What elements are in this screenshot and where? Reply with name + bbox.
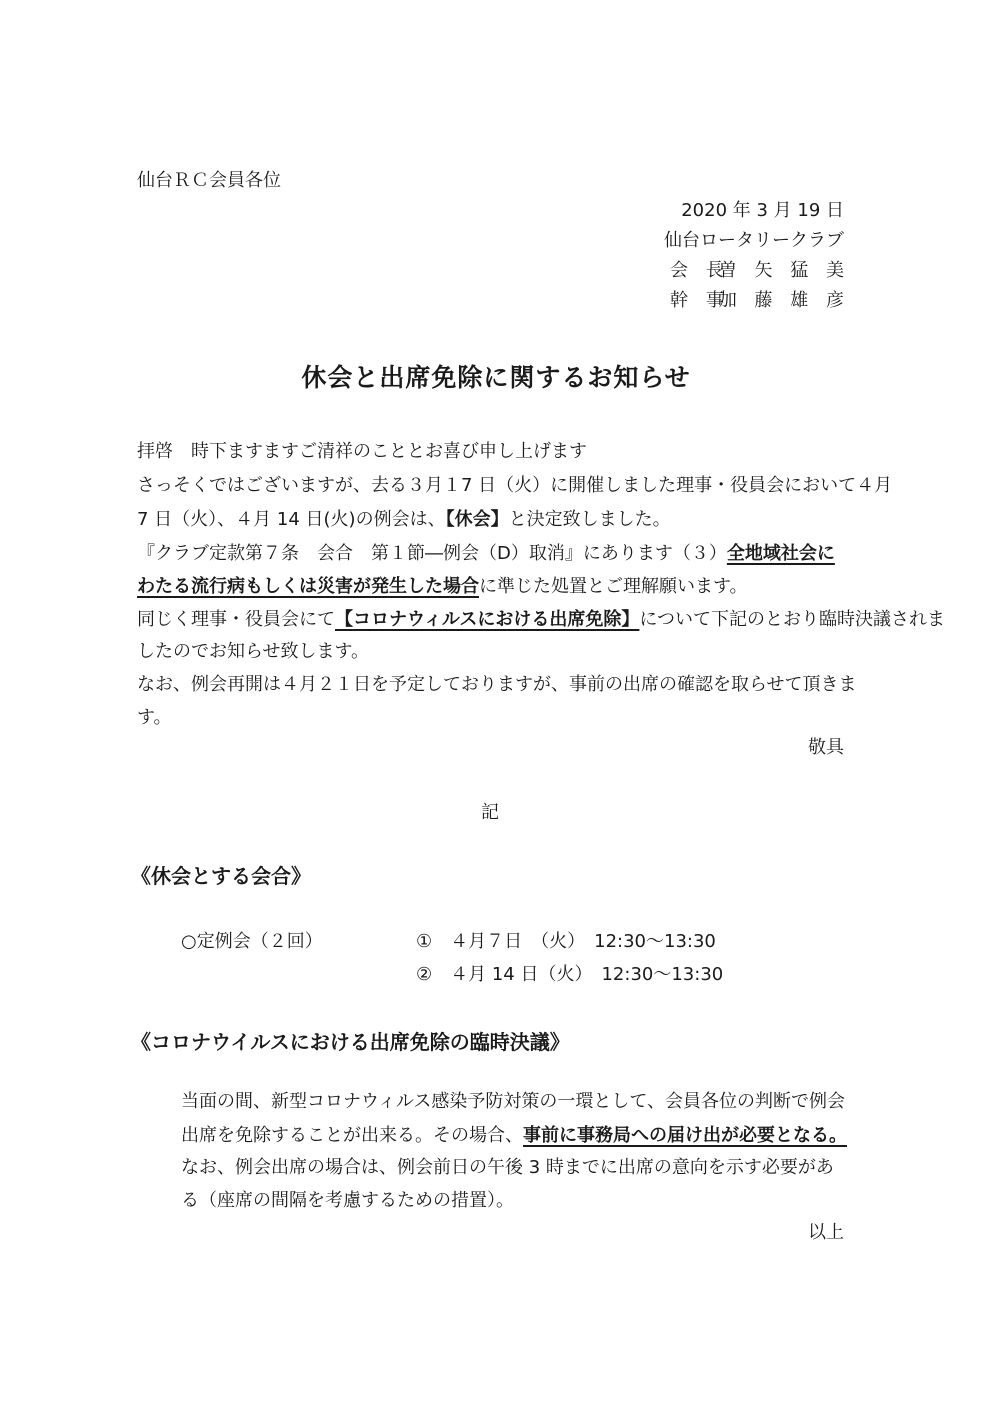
p2-text-bold-2: わたる流行病もしくは災害が発生した場合: [137, 576, 479, 597]
p1-text-c: と決定致しました。: [508, 509, 671, 530]
section-2-line-4: る（座席の間隔を考慮するための措置）。: [181, 1190, 514, 1211]
president-role: 会 長: [670, 260, 730, 281]
body-paragraph-4-line-2: す。: [137, 707, 172, 728]
regular-meeting-label: ○定例会（２回）: [181, 931, 323, 952]
body-paragraph-4-line-1: なお、例会再開は４月２１日を予定しておりますが、事前の出席の確認を取らせて頂きま: [137, 674, 857, 695]
president-name: 曽 矢 猛 美: [718, 260, 850, 281]
body-paragraph-3-line-2: したのでお知らせ致します。: [137, 641, 370, 662]
p3-text-bold: 【コロナウィルスにおける出席免除】: [335, 609, 640, 630]
p2-text-a: 『クラブ定款第７条 会合 第１節―例会（D）取消』にあります（３）: [137, 543, 727, 564]
body-paragraph-1-line-2: [137, 504, 671, 536]
section-2-line-3: なお、例会出席の場合は、例会前日の午後 3 時までに出席の意向を示す必要があ: [181, 1157, 834, 1178]
body-paragraph-3-line-1: [137, 604, 945, 636]
addressee: 仙台ＲＣ会員各位: [137, 170, 281, 191]
p3-text-a: 同じく理事・役員会にて: [137, 609, 335, 630]
end-mark: 以上: [808, 1222, 844, 1243]
body-paragraph-2-line-1: [137, 538, 835, 570]
body-paragraph-1-line-1: さっそくではございますが、去る３月１7 日（火）に開催しました理事・役員会において４月: [137, 475, 893, 496]
section-2-line-1: 当面の間、新型コロナウィルス感染予防対策の一環として、会員各位の判断で例会: [181, 1091, 846, 1112]
p2-text-bold-1: 全地域社会に: [726, 543, 835, 564]
section-2-line-2: [181, 1120, 847, 1152]
p2-text-c: に準じた処置とご理解願います。: [479, 576, 748, 597]
p1-text-a: 7 日（火）、４月 14 日(火)の例会は、: [137, 509, 446, 530]
s2-text-bold: 事前に事務局への届け出が必要となる。: [523, 1125, 847, 1146]
closing-keigu: 敬具: [808, 737, 844, 758]
greeting-line: 拝啓 時下ますますご清祥のこととお喜び申し上げます: [137, 441, 587, 462]
p1-text-bold: 【休会】: [445, 509, 509, 530]
record-label: 記: [481, 802, 499, 823]
organization-name: 仙台ロータリークラブ: [664, 230, 844, 251]
cancelled-meeting-1: ① ４月７日 （火） 12:30～13:30: [416, 931, 716, 952]
secretary-role: 幹 事: [670, 290, 730, 311]
document-date: 2020 年 3 月 19 日: [681, 200, 844, 221]
secretary-name: 加 藤 雄 彦: [718, 290, 850, 311]
p3-text-c: について下記のとおり臨時決議されま: [639, 609, 946, 630]
section-1-heading: 《休会とする会合》: [131, 864, 311, 888]
page-title: 休会と出席免除に関するお知らせ: [301, 363, 691, 392]
cancelled-meeting-2: ② ４月 14 日（火） 12:30～13:30: [416, 964, 724, 985]
s2-text-a: 出席を免除することが出来る。その場合、: [181, 1125, 523, 1146]
body-paragraph-2-line-2: [137, 571, 748, 603]
section-2-heading: 《コロナウイルスにおける出席免除の臨時決議》: [131, 1030, 570, 1054]
